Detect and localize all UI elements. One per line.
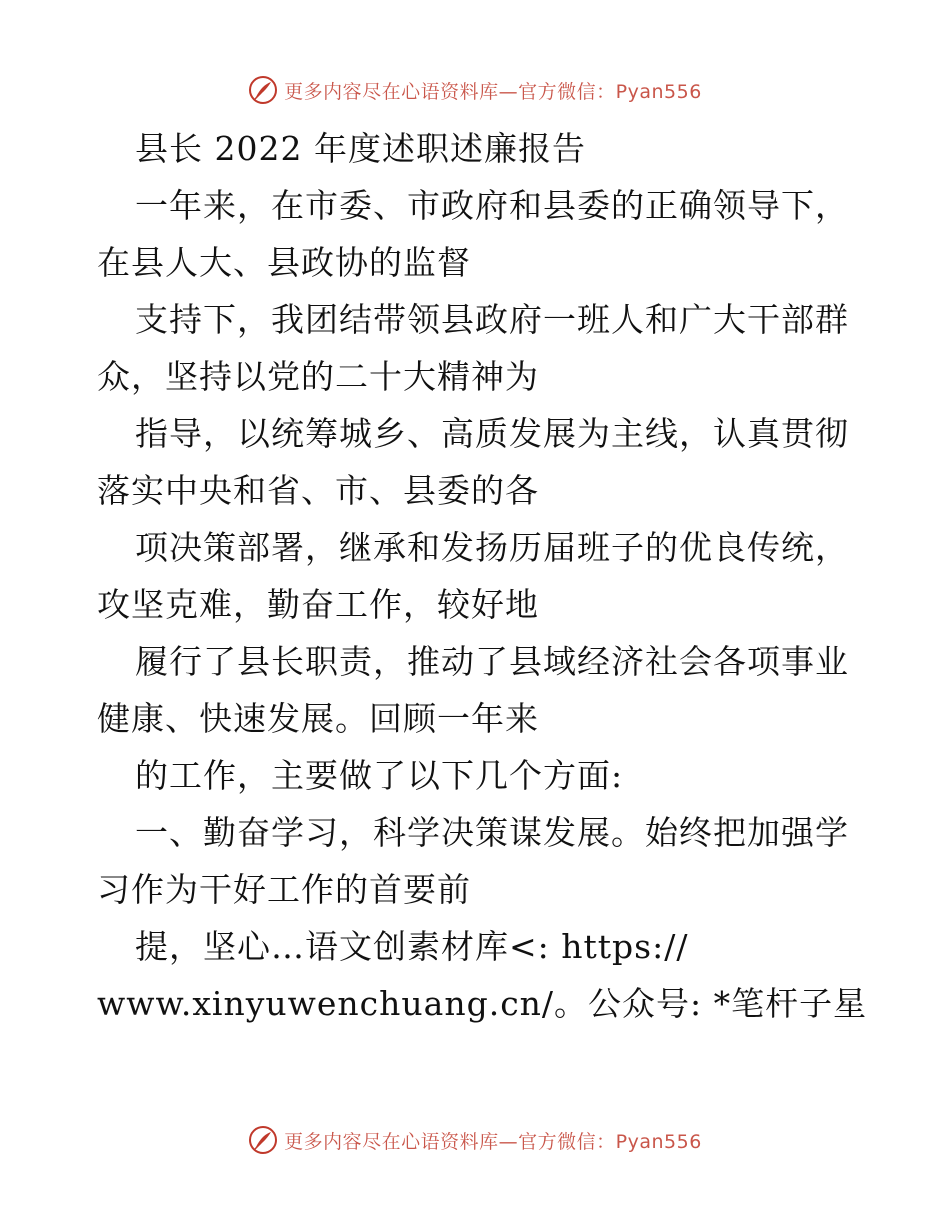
- text-line: 提，坚心…语文创素材库<: https://: [135, 927, 689, 966]
- watermark-text: 更多内容尽在心语资料库—官方微信：Pyan556: [284, 1130, 702, 1153]
- footer-watermark: [0, 1120, 950, 1160]
- watermark-text: 更多内容尽在心语资料库—官方微信：Pyan556: [284, 80, 702, 103]
- text-line: 习作为干好工作的首要前: [97, 870, 471, 909]
- text-line: 攻坚克难，勤奋工作，较好地: [97, 585, 539, 624]
- header-watermark: [0, 70, 950, 110]
- document-title: 县长 2022 年度述职述廉报告: [135, 129, 586, 168]
- text-line: 的工作，主要做了以下几个方面:: [135, 756, 624, 795]
- quill-feather-logo-icon: [248, 1125, 278, 1155]
- text-line: 履行了县长职责，推动了县域经济社会各项事业: [135, 642, 849, 681]
- text-line: 一、勤奋学习，科学决策谋发展。始终把加强学: [135, 813, 849, 852]
- text-line: 健康、快速发展。回顾一年来: [97, 699, 539, 738]
- text-line: 支持下，我团结带领县政府一班人和广大干部群: [135, 300, 849, 339]
- text-line: www.xinyuwenchuang.cn/。公众号: *笔杆子星: [97, 984, 868, 1023]
- text-line: 一年来，在市委、市政府和县委的正确领导下，: [135, 186, 849, 225]
- text-line: 众，坚持以党的二十大精神为: [97, 357, 539, 396]
- document-body: [97, 120, 868, 1032]
- text-line: 落实中央和省、市、县委的各: [97, 471, 539, 510]
- text-line: 项决策部署，继承和发扬历届班子的优良传统，: [135, 528, 849, 567]
- text-line: 指导，以统筹城乡、高质发展为主线，认真贯彻: [135, 414, 849, 453]
- text-line: 在县人大、县政协的监督: [97, 243, 471, 282]
- quill-feather-logo-icon: [248, 75, 278, 105]
